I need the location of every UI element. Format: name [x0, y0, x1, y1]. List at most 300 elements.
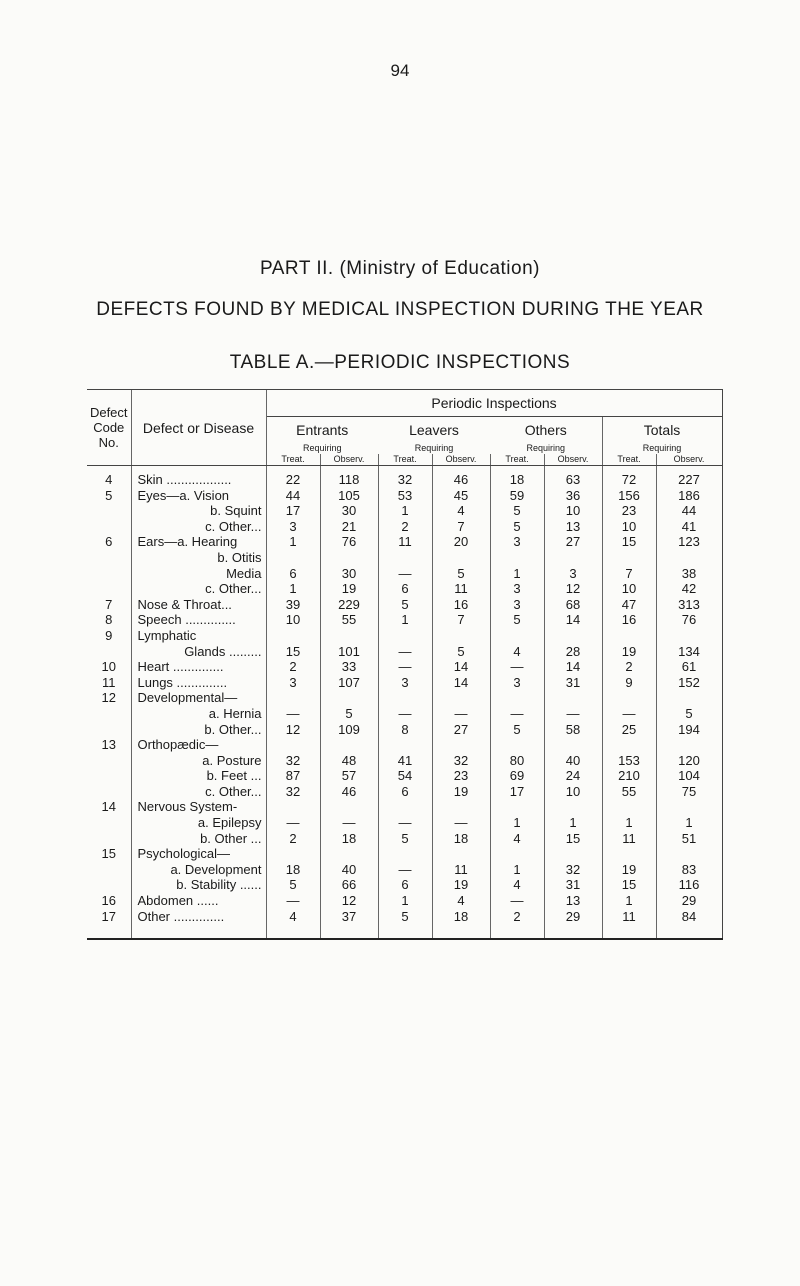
totals-observ-value: 194	[656, 722, 722, 738]
table-row	[87, 519, 722, 535]
totals-treat-value: 15	[602, 534, 656, 550]
leavers-observ-value: 4	[432, 503, 490, 519]
leavers-treat-value: 2	[378, 519, 432, 535]
entrants-treat-value: 6	[266, 566, 320, 582]
entrants-observ-value: 46	[320, 784, 378, 800]
entrants-observ-value	[320, 799, 378, 815]
entrants-treat-value: 87	[266, 768, 320, 784]
leavers-observ-value: 14	[432, 659, 490, 675]
totals-treat-value: 25	[602, 722, 656, 738]
header-periodic-inspections: Periodic Inspections	[266, 390, 722, 417]
leavers-observ-value: 32	[432, 753, 490, 769]
totals-observ-value: 104	[656, 768, 722, 784]
others-observ-value: 31	[544, 675, 602, 691]
entrants-treat-value: 2	[266, 831, 320, 847]
totals-treat-value	[602, 628, 656, 644]
others-treat-value: 80	[490, 753, 544, 769]
others-treat-value: 1	[490, 815, 544, 831]
others-observ-value: 1	[544, 815, 602, 831]
others-observ-value: 58	[544, 722, 602, 738]
leavers-treat-value: —	[378, 566, 432, 582]
defect-code: 15	[101, 846, 116, 862]
leavers-observ-value: 5	[432, 566, 490, 582]
defect-code: 7	[105, 596, 113, 612]
totals-treat-value: 1	[602, 815, 656, 831]
leavers-observ-value: 19	[432, 877, 490, 893]
entrants-observ-value: 40	[320, 862, 378, 878]
others-treat-value: 3	[490, 597, 544, 613]
others-treat-value: 2	[490, 909, 544, 940]
entrants-treat-value	[266, 846, 320, 862]
totals-treat-value: —	[602, 706, 656, 722]
defect-code	[87, 768, 131, 784]
totals-observ-value: 5	[656, 706, 722, 722]
entrants-treat-value: 18	[266, 862, 320, 878]
entrants-observ-value	[320, 846, 378, 862]
entrants-observ-value: 66	[320, 877, 378, 893]
part-title: PART II. (Ministry of Education)	[260, 258, 540, 279]
entrants-treat-value: —	[266, 815, 320, 831]
totals-observ-value	[656, 846, 722, 862]
defect-code	[87, 831, 131, 847]
entrants-observ-value: 229	[320, 597, 378, 613]
totals-observ-value: 76	[656, 612, 722, 628]
leavers-observ-value: 18	[432, 831, 490, 847]
leavers-treat-value	[378, 690, 432, 706]
defect-name: c. Other...	[131, 581, 266, 597]
leavers-observ-value	[432, 690, 490, 706]
defect-code: 8	[105, 612, 113, 628]
leavers-observ-value: 16	[432, 597, 490, 613]
leavers-treat-value: 1	[378, 503, 432, 519]
leavers-observ-value: 11	[432, 862, 490, 878]
header-treat: Treat.	[378, 454, 432, 466]
defect-name: Skin ..................	[131, 466, 266, 488]
totals-observ-value: 123	[656, 534, 722, 550]
others-treat-value: 1	[490, 862, 544, 878]
defect-code: 12	[101, 690, 116, 706]
defect-name: c. Other...	[131, 784, 266, 800]
defect-name: b. Stability ......	[131, 877, 266, 893]
defect-name: c. Other...	[131, 519, 266, 535]
defect-code: 11	[102, 674, 116, 690]
leavers-observ-value: —	[432, 815, 490, 831]
totals-observ-value: 116	[656, 877, 722, 893]
leavers-observ-value	[432, 628, 490, 644]
totals-treat-value: 11	[602, 831, 656, 847]
main-title: DEFECTS FOUND BY MEDICAL INSPECTION DURING THE YEAR	[96, 299, 704, 320]
entrants-observ-value	[320, 628, 378, 644]
others-treat-value	[490, 799, 544, 815]
others-treat-value: —	[490, 659, 544, 675]
entrants-treat-value	[266, 628, 320, 644]
others-treat-value: 5	[490, 519, 544, 535]
others-observ-value: 36	[544, 488, 602, 504]
header-leavers: Leavers	[378, 417, 490, 444]
others-observ-value	[544, 550, 602, 566]
defect-code: 14	[101, 799, 116, 815]
entrants-treat-value	[266, 737, 320, 753]
others-treat-value: 5	[490, 503, 544, 519]
leavers-observ-value: 46	[432, 466, 490, 488]
table-row	[87, 488, 722, 504]
defect-name: Ears—a. Hearing	[131, 534, 266, 550]
totals-treat-value: 19	[602, 862, 656, 878]
defect-name: b. Otitis	[131, 550, 266, 566]
entrants-observ-value: 107	[320, 675, 378, 691]
leavers-treat-value: 1	[378, 612, 432, 628]
defect-code: 5	[105, 487, 113, 503]
leavers-observ-value	[432, 737, 490, 753]
leavers-observ-value: 23	[432, 768, 490, 784]
leavers-observ-value: 45	[432, 488, 490, 504]
defect-code	[87, 784, 131, 800]
table-row	[87, 893, 722, 909]
header-treat: Treat.	[266, 454, 320, 466]
table-row	[87, 644, 722, 660]
defect-name: b. Feet ...	[131, 768, 266, 784]
leavers-observ-value: 18	[432, 909, 490, 940]
others-treat-value: 69	[490, 768, 544, 784]
others-observ-value: 40	[544, 753, 602, 769]
entrants-treat-value: 39	[266, 597, 320, 613]
defect-name: b. Other ...	[131, 831, 266, 847]
others-treat-value: 4	[490, 644, 544, 660]
leavers-observ-value: 20	[432, 534, 490, 550]
entrants-observ-value: 37	[320, 909, 378, 940]
others-observ-value: —	[544, 706, 602, 722]
others-observ-value	[544, 846, 602, 862]
leavers-treat-value: 6	[378, 877, 432, 893]
others-observ-value	[544, 737, 602, 753]
defect-code	[87, 644, 131, 660]
others-treat-value	[490, 846, 544, 862]
defect-code: 13	[101, 737, 116, 753]
totals-treat-value: 23	[602, 503, 656, 519]
leavers-observ-value	[432, 550, 490, 566]
totals-treat-value: 9	[602, 675, 656, 691]
totals-observ-value: 42	[656, 581, 722, 597]
others-treat-value	[490, 690, 544, 706]
totals-treat-value: 16	[602, 612, 656, 628]
table-row	[87, 628, 722, 644]
others-observ-value: 10	[544, 784, 602, 800]
entrants-observ-value: 33	[320, 659, 378, 675]
defect-code	[87, 503, 131, 519]
others-observ-value	[544, 690, 602, 706]
defect-name: Eyes—a. Vision	[131, 488, 266, 504]
table-row	[87, 831, 722, 847]
others-observ-value: 13	[544, 893, 602, 909]
table-row	[87, 846, 722, 862]
table-row	[87, 909, 722, 940]
leavers-treat-value	[378, 737, 432, 753]
table-row	[87, 815, 722, 831]
table-row	[87, 566, 722, 582]
header-requiring: Requiring	[414, 443, 454, 453]
defect-code: 9	[105, 627, 113, 643]
totals-observ-value: 1	[656, 815, 722, 831]
entrants-observ-value	[320, 737, 378, 753]
entrants-treat-value	[266, 550, 320, 566]
defect-name: a. Posture	[131, 753, 266, 769]
leavers-treat-value: 5	[378, 909, 432, 940]
defect-name: Glands .........	[131, 644, 266, 660]
totals-observ-value	[656, 628, 722, 644]
others-observ-value: 68	[544, 597, 602, 613]
entrants-treat-value	[266, 690, 320, 706]
header-treat: Treat.	[490, 454, 544, 466]
others-observ-value: 14	[544, 659, 602, 675]
leavers-treat-value: —	[378, 862, 432, 878]
defect-name: Abdomen ......	[131, 893, 266, 909]
totals-treat-value: 2	[602, 659, 656, 675]
table-row	[87, 784, 722, 800]
leavers-treat-value: 5	[378, 831, 432, 847]
others-treat-value: 18	[490, 466, 544, 488]
totals-treat-value: 7	[602, 566, 656, 582]
defect-code	[87, 877, 131, 893]
others-treat-value: 3	[490, 581, 544, 597]
entrants-observ-value	[320, 690, 378, 706]
totals-treat-value: 11	[602, 909, 656, 940]
others-treat-value	[490, 737, 544, 753]
leavers-observ-value	[432, 799, 490, 815]
defect-name: Speech ..............	[131, 612, 266, 628]
totals-treat-value: 210	[602, 768, 656, 784]
table-row	[87, 534, 722, 550]
totals-treat-value: 47	[602, 597, 656, 613]
totals-observ-value: 83	[656, 862, 722, 878]
table-row	[87, 768, 722, 784]
others-treat-value: 3	[490, 675, 544, 691]
others-observ-value: 10	[544, 503, 602, 519]
leavers-treat-value: 6	[378, 581, 432, 597]
table-row	[87, 581, 722, 597]
leavers-treat-value: —	[378, 644, 432, 660]
totals-treat-value	[602, 690, 656, 706]
totals-observ-value	[656, 550, 722, 566]
defect-name: b. Other...	[131, 722, 266, 738]
others-observ-value: 14	[544, 612, 602, 628]
totals-observ-value: 313	[656, 597, 722, 613]
others-treat-value: —	[490, 706, 544, 722]
defect-code: 10	[101, 659, 116, 675]
entrants-observ-value: 18	[320, 831, 378, 847]
leavers-observ-value	[432, 846, 490, 862]
leavers-treat-value: 6	[378, 784, 432, 800]
leavers-treat-value: —	[378, 659, 432, 675]
leavers-treat-value: 3	[378, 675, 432, 691]
leavers-treat-value: —	[378, 815, 432, 831]
table-row	[87, 675, 722, 691]
leavers-treat-value: 5	[378, 597, 432, 613]
entrants-treat-value: 4	[266, 909, 320, 940]
defect-name: Nervous System-	[131, 799, 266, 815]
others-treat-value: 59	[490, 488, 544, 504]
others-treat-value: 3	[490, 534, 544, 550]
table-row	[87, 690, 722, 706]
others-treat-value: 17	[490, 784, 544, 800]
others-observ-value: 28	[544, 644, 602, 660]
table-row	[87, 597, 722, 613]
defect-name: Lungs ..............	[131, 675, 266, 691]
totals-observ-value: 51	[656, 831, 722, 847]
defect-name: Heart ..............	[131, 659, 266, 675]
header-requiring: Requiring	[526, 443, 566, 453]
defect-code: 17	[101, 908, 116, 924]
entrants-observ-value: 5	[320, 706, 378, 722]
header-entrants: Entrants	[266, 417, 378, 444]
others-observ-value: 32	[544, 862, 602, 878]
others-treat-value	[490, 628, 544, 644]
defect-code: 16	[101, 893, 116, 909]
table-row	[87, 612, 722, 628]
totals-observ-value: 227	[656, 466, 722, 488]
entrants-treat-value: 12	[266, 722, 320, 738]
defect-code	[87, 753, 131, 769]
defect-name: Other ..............	[131, 909, 266, 940]
header-defect-disease: Defect or Disease	[131, 390, 266, 466]
entrants-treat-value: 1	[266, 534, 320, 550]
defect-code	[87, 815, 131, 831]
entrants-observ-value	[320, 550, 378, 566]
entrants-treat-value: 44	[266, 488, 320, 504]
others-treat-value: 5	[490, 612, 544, 628]
others-observ-value: 63	[544, 466, 602, 488]
leavers-observ-value: 14	[432, 675, 490, 691]
others-observ-value: 15	[544, 831, 602, 847]
entrants-treat-value: 10	[266, 612, 320, 628]
header-requiring: Requiring	[266, 443, 378, 454]
leavers-treat-value: 11	[378, 534, 432, 550]
table-row	[87, 862, 722, 878]
leavers-observ-value: —	[432, 706, 490, 722]
others-treat-value: 4	[490, 877, 544, 893]
table-row	[87, 550, 722, 566]
defect-code	[87, 550, 131, 566]
defect-name: b. Squint	[131, 503, 266, 519]
defect-code	[87, 862, 131, 878]
others-observ-value: 29	[544, 909, 602, 940]
defect-name: Media	[131, 566, 266, 582]
others-treat-value: 5	[490, 722, 544, 738]
totals-treat-value: 55	[602, 784, 656, 800]
leavers-treat-value	[378, 628, 432, 644]
entrants-treat-value: —	[266, 893, 320, 909]
entrants-treat-value: 3	[266, 519, 320, 535]
header-others: Others	[490, 417, 602, 444]
entrants-observ-value: 105	[320, 488, 378, 504]
leavers-treat-value: 41	[378, 753, 432, 769]
entrants-observ-value: 109	[320, 722, 378, 738]
defect-name: a. Hernia	[131, 706, 266, 722]
totals-observ-value: 120	[656, 753, 722, 769]
totals-observ-value	[656, 690, 722, 706]
table-row	[87, 466, 722, 488]
leavers-observ-value: 7	[432, 612, 490, 628]
page-number: 94	[390, 61, 410, 80]
entrants-observ-value: 55	[320, 612, 378, 628]
defect-code	[87, 581, 131, 597]
leavers-observ-value: 19	[432, 784, 490, 800]
header-observ: Observ.	[320, 454, 378, 466]
others-treat-value: 4	[490, 831, 544, 847]
defect-name: Developmental—	[131, 690, 266, 706]
table-row	[87, 737, 722, 753]
entrants-treat-value: 5	[266, 877, 320, 893]
header-observ: Observ.	[656, 454, 722, 466]
totals-treat-value: 19	[602, 644, 656, 660]
totals-treat-value: 10	[602, 519, 656, 535]
header-observ: Observ.	[544, 454, 602, 466]
totals-observ-value: 41	[656, 519, 722, 535]
header-observ: Observ.	[432, 454, 490, 466]
totals-treat-value: 1	[602, 893, 656, 909]
entrants-observ-value: 30	[320, 566, 378, 582]
totals-observ-value: 186	[656, 488, 722, 504]
table-row	[87, 503, 722, 519]
defect-code	[87, 706, 131, 722]
entrants-observ-value: 76	[320, 534, 378, 550]
totals-treat-value	[602, 737, 656, 753]
leavers-observ-value: 4	[432, 893, 490, 909]
others-treat-value	[490, 550, 544, 566]
table-row	[87, 877, 722, 893]
defect-name: Lymphatic	[131, 628, 266, 644]
leavers-treat-value: 8	[378, 722, 432, 738]
leavers-observ-value: 7	[432, 519, 490, 535]
defect-name: Nose & Throat...	[131, 597, 266, 613]
entrants-treat-value: 3	[266, 675, 320, 691]
header-defect-code: Defect Code No.	[87, 390, 131, 466]
totals-treat-value: 156	[602, 488, 656, 504]
totals-treat-value	[602, 799, 656, 815]
leavers-observ-value: 27	[432, 722, 490, 738]
entrants-treat-value: 15	[266, 644, 320, 660]
leavers-treat-value	[378, 799, 432, 815]
defect-code	[87, 722, 131, 738]
totals-observ-value: 75	[656, 784, 722, 800]
entrants-observ-value: 19	[320, 581, 378, 597]
entrants-treat-value: 17	[266, 503, 320, 519]
entrants-observ-value: 30	[320, 503, 378, 519]
entrants-observ-value: 101	[320, 644, 378, 660]
totals-observ-value: 61	[656, 659, 722, 675]
entrants-observ-value: —	[320, 815, 378, 831]
leavers-treat-value: 32	[378, 466, 432, 488]
entrants-treat-value: 1	[266, 581, 320, 597]
totals-observ-value	[656, 737, 722, 753]
totals-observ-value: 134	[656, 644, 722, 660]
defect-code: 4	[105, 472, 113, 487]
leavers-treat-value: 1	[378, 893, 432, 909]
leavers-observ-value: 5	[432, 644, 490, 660]
table-row	[87, 753, 722, 769]
totals-observ-value: 29	[656, 893, 722, 909]
totals-observ-value: 152	[656, 675, 722, 691]
table-body	[87, 466, 722, 940]
totals-treat-value	[602, 846, 656, 862]
others-observ-value: 31	[544, 877, 602, 893]
entrants-observ-value: 21	[320, 519, 378, 535]
entrants-treat-value: 32	[266, 784, 320, 800]
totals-observ-value: 44	[656, 503, 722, 519]
leavers-treat-value: —	[378, 706, 432, 722]
leavers-treat-value	[378, 550, 432, 566]
table-title: TABLE A.—PERIODIC INSPECTIONS	[229, 352, 571, 373]
leavers-observ-value: 11	[432, 581, 490, 597]
